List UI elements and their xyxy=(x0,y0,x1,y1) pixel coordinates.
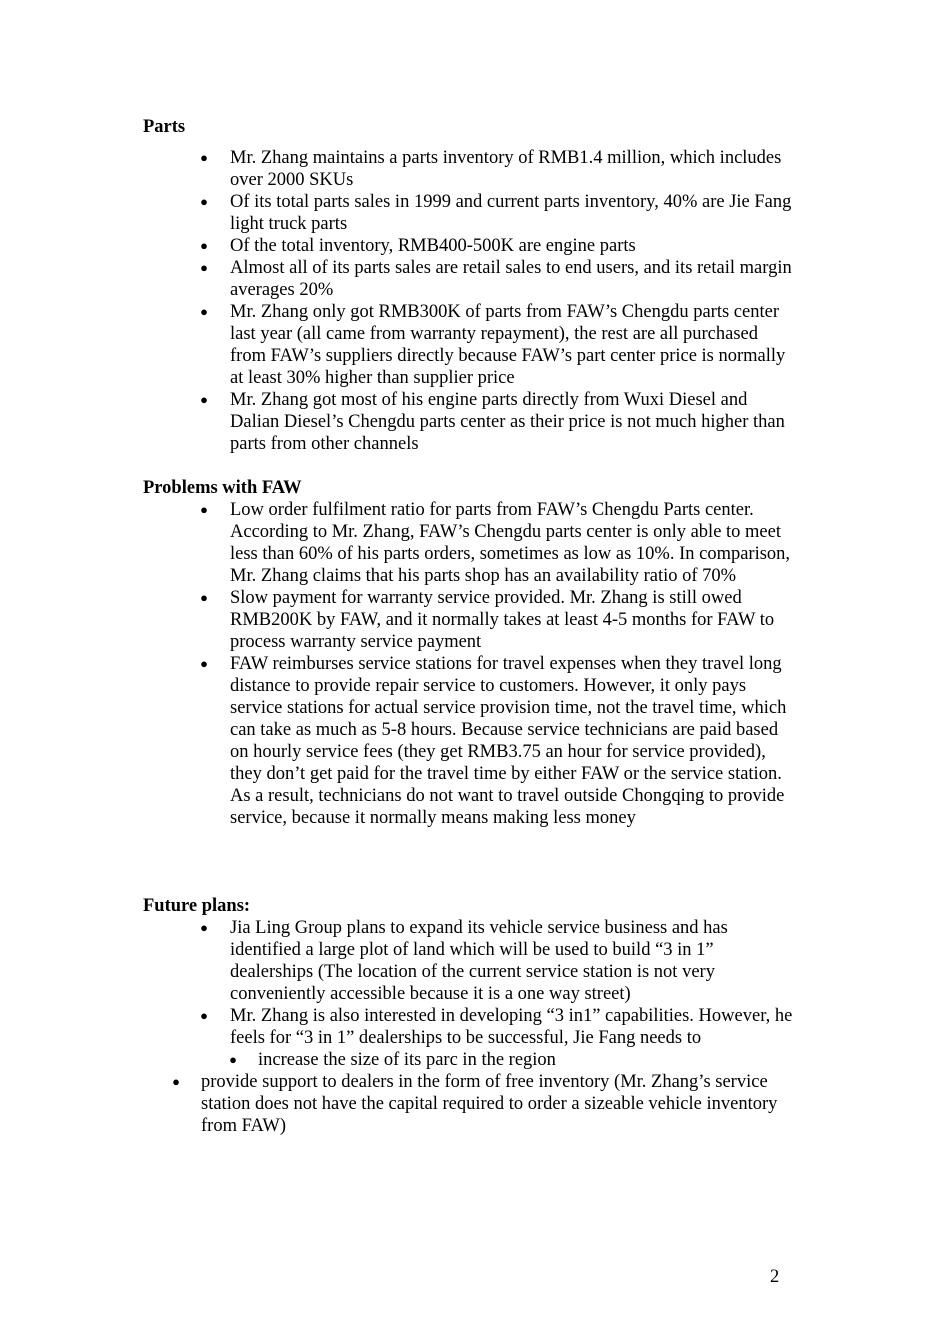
list-item-text: Almost all of its parts sales are retail sales to end users, and its retail margin averages 20% xyxy=(230,258,792,300)
bullet-icon: ● xyxy=(200,656,208,671)
section-parts xyxy=(143,116,793,455)
list-item-text: increase the size of its parc in the region xyxy=(258,1050,556,1070)
list-item-text: provide support to dealers in the form of free inventory (Mr. Zhang’s service station does not have the capital required to order a sizeable vehicle inventory from FAW) xyxy=(201,1072,778,1136)
list-item xyxy=(143,147,793,191)
bullet-icon: ● xyxy=(200,194,208,209)
bullet-icon: ● xyxy=(200,392,208,407)
bullet-icon: ● xyxy=(200,150,208,165)
bullet-list xyxy=(143,147,793,455)
list-item xyxy=(143,917,793,1005)
list-item-text: Mr. Zhang maintains a parts inventory of RMB1.4 million, which includes over 2000 SKUs xyxy=(230,148,782,190)
section-future-plans xyxy=(143,895,793,1137)
section-heading: Problems with FAW xyxy=(143,478,302,498)
bullet-list xyxy=(143,917,793,1137)
bullet-icon: ● xyxy=(200,260,208,275)
bullet-icon: ● xyxy=(229,1052,237,1067)
list-item-text: Mr. Zhang is also interested in developing “3 in1” capabilities. However, he feels for “3 in 1” dealerships to be successful, Jie Fang needs to xyxy=(230,1006,793,1048)
list-item xyxy=(143,587,793,653)
bullet-icon: ● xyxy=(200,238,208,253)
list-item-text: Jia Ling Group plans to expand its vehicle service business and has identified a large plot of land which will be used to build “3 in 1” dealerships (The location of the current service station is not very conveniently accessible because it is a one way street) xyxy=(230,918,728,1004)
bullet-icon: ● xyxy=(200,590,208,605)
list-item xyxy=(143,257,793,301)
list-item-text: Of its total parts sales in 1999 and current parts inventory, 40% are Jie Fang light truck parts xyxy=(230,192,792,234)
section-problems-with-faw xyxy=(143,477,793,829)
list-item xyxy=(143,1005,793,1049)
list-item xyxy=(143,653,793,829)
bullet-icon: ● xyxy=(172,1074,180,1089)
list-item xyxy=(143,499,793,587)
list-item-text: FAW reimburses service stations for travel expenses when they travel long distance to provide repair service to customers. However, it only pays service stations for actual service provision time, not the travel time, which can take as much as 5-8 hours. Because service technicians are paid based on hourly service fees (they get RMB3.75 an hour for service provided), they don’t get paid for the travel time by either FAW or the service station. As a result, technicians do not want to travel outside Chongqing to provide service, because it normally means making less money xyxy=(230,654,787,828)
list-item xyxy=(143,389,793,455)
outer-list-item xyxy=(143,1071,793,1137)
section-heading: Parts xyxy=(143,117,186,137)
list-item xyxy=(143,191,793,235)
list-item xyxy=(143,301,793,389)
list-item-text: Mr. Zhang only got RMB300K of parts from FAW’s Chengdu parts center last year (all came from warranty repayment), the rest are all purchased from FAW’s suppliers directly because FAW’s part center price is normally at least 30% higher than supplier price xyxy=(230,302,786,388)
bullet-icon: ● xyxy=(200,1008,208,1023)
sub-list-item xyxy=(143,1049,793,1071)
list-item xyxy=(143,235,793,257)
list-item-text: Slow payment for warranty service provided. Mr. Zhang is still owed RMB200K by FAW, and it normally takes at least 4-5 months for FAW to process warranty service payment xyxy=(230,588,775,652)
section-heading: Future plans: xyxy=(143,896,251,916)
bullet-icon: ● xyxy=(200,304,208,319)
bullet-icon: ● xyxy=(200,920,208,935)
bullet-icon: ● xyxy=(200,502,208,517)
list-item-text: Mr. Zhang got most of his engine parts directly from Wuxi Diesel and Dalian Diesel’s Chengdu parts center as their price is not much higher than parts from other channels xyxy=(230,390,785,454)
list-item-text: Of the total inventory, RMB400-500K are engine parts xyxy=(230,236,636,256)
bullet-list xyxy=(143,499,793,829)
list-item-text: Low order fulfilment ratio for parts from FAW’s Chengdu Parts center. According to Mr. Zhang, FAW’s Chengdu parts center is only able to meet less than 60% of his parts orders, sometimes as low as 10%. In comparison, Mr. Zhang claims that his parts shop has an availability ratio of 70% xyxy=(230,500,791,586)
page-number: 2 xyxy=(770,1267,780,1287)
